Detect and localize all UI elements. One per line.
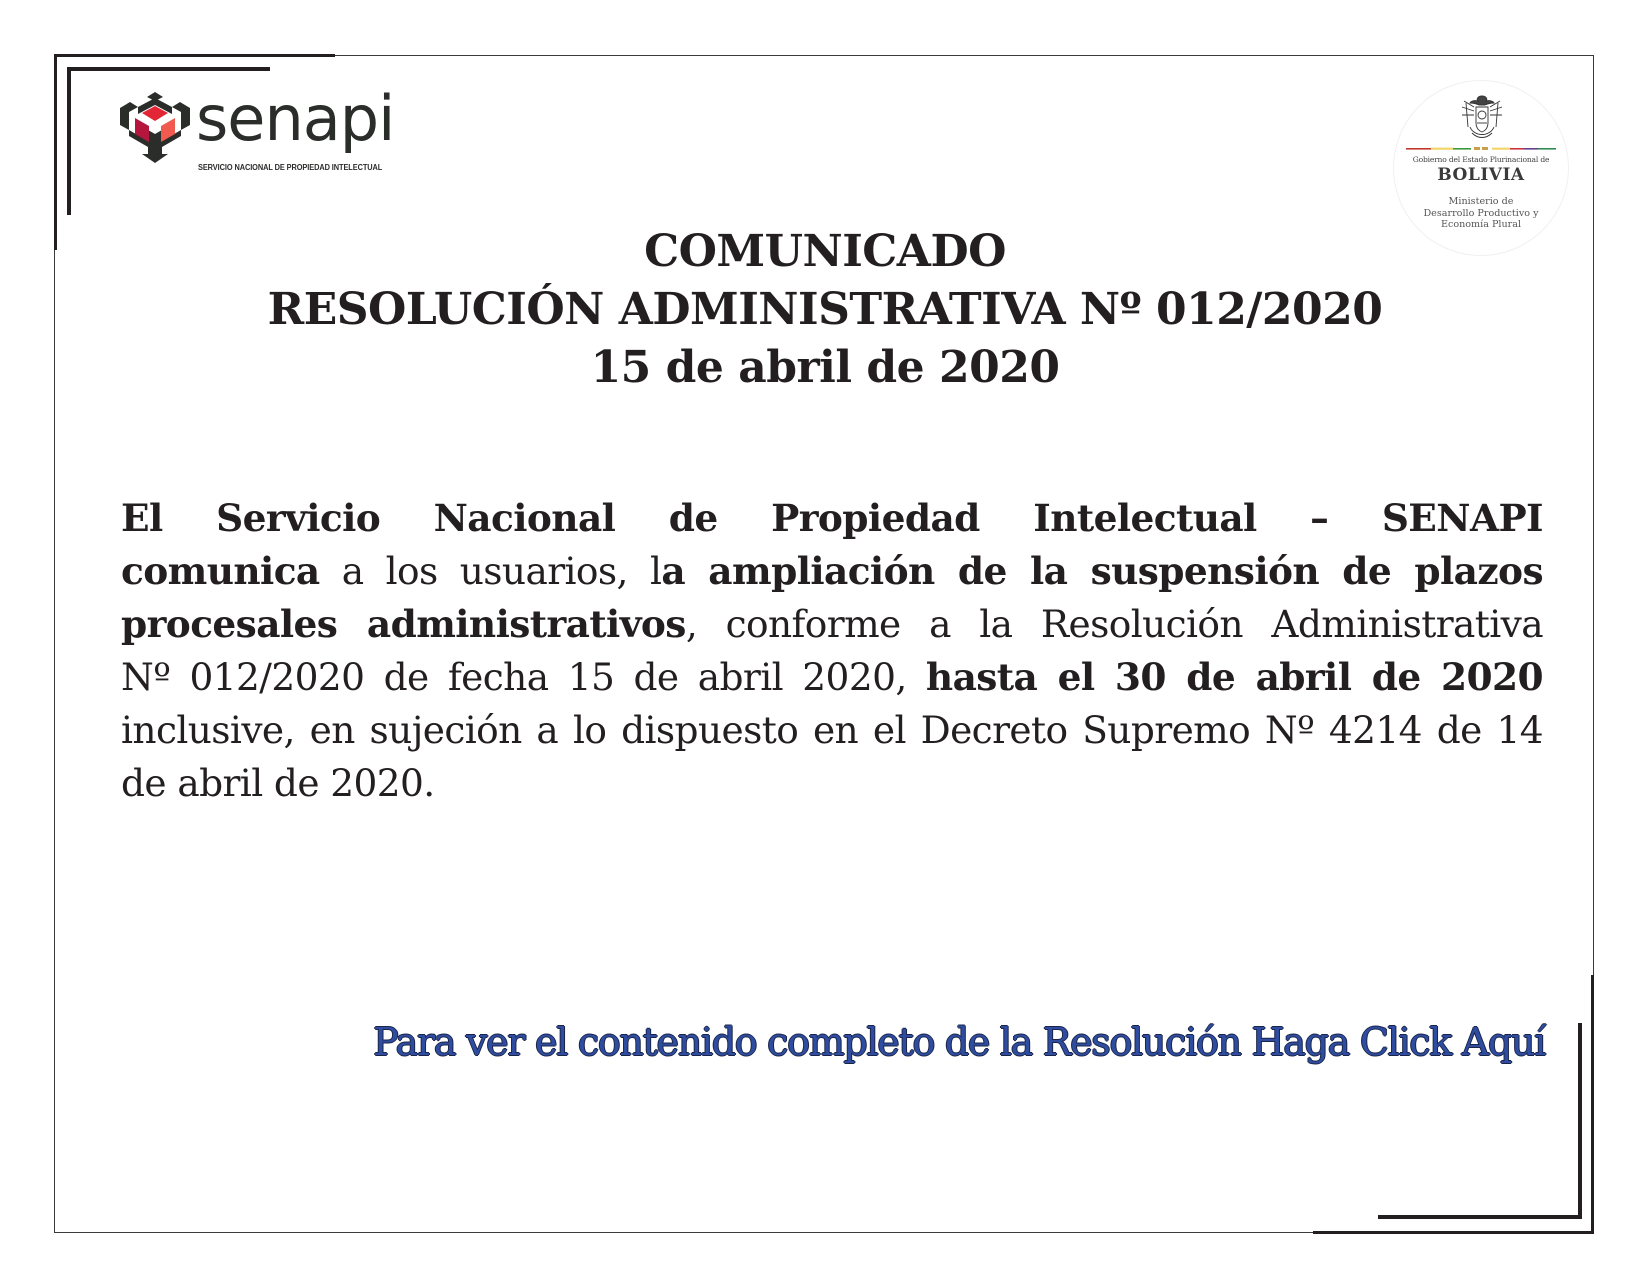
paragraph-line [121,598,1543,651]
regular-text: , conforme a la Resolución Administrativa [685,602,1543,646]
bolivia-tricolor-line-icon [1406,147,1556,150]
resolution-date: 15 de abril de 2020 [590,342,1060,393]
frame-inner-right [1578,1023,1582,1219]
senapi-cube-icon [118,90,192,164]
resolution-title: RESOLUCIÓN ADMINISTRATIVA Nº 012/2020 [267,284,1383,335]
deadline-text: hasta el 30 de abril de 2020 [925,655,1543,699]
paragraph-line [121,651,1543,704]
bold-text: a ampliación de la suspensión de plazos [661,549,1543,593]
seal-ministry-line: Economía Plural [1440,219,1522,230]
announcement-paragraph [121,492,1543,810]
bold-text: comunica [121,549,320,593]
senapi-wordmark: senapi [196,82,395,155]
senapi-tagline: SERVICIO NACIONAL DE PROPIEDAD INTELECTUAL [198,162,383,172]
senapi-logo [118,82,395,175]
regular-text: a los usuarios, l [319,549,662,593]
frame-outer-right-thick [1591,975,1594,1234]
frame-inner-bottom [1378,1215,1582,1219]
frame-inner-top [67,67,270,71]
issuer-name: El Servicio Nacional de Propiedad Intelectual – SENAPI [121,496,1543,540]
regular-text: de abril de 2020. [121,761,435,805]
frame-inner-left [67,67,71,215]
frame-outer-bottom-thick [1313,1231,1594,1234]
seal-government-text: Gobierno del Estado Plurinacional de [1412,155,1550,164]
seal-ministry-line: Ministerio de [1448,196,1514,207]
bolivia-coat-of-arms-icon [1454,93,1510,143]
bold-text: procesales administrativos [121,602,686,646]
seal-ministry-line: Desarrollo Productivo y [1423,207,1539,219]
paragraph-line [121,545,1543,598]
paragraph-line [121,704,1543,757]
paragraph-line [121,757,1543,810]
paragraph-line [121,492,1543,545]
page-title: COMUNICADO [644,226,1006,277]
full-resolution-link[interactable]: Para ver el contenido completo de la Resolución Haga Click Aquí [373,1020,1545,1064]
frame-outer-top-thick [54,54,335,57]
regular-text: Nº 012/2020 de fecha 15 de abril 2020, [121,655,926,699]
regular-text: inclusive, en sujeción a lo dispuesto en el Decreto Supremo Nº 4214 de 14 [121,708,1543,752]
frame-outer-left-thick [54,54,57,250]
seal-country-text: BOLIVIA [1437,165,1525,185]
